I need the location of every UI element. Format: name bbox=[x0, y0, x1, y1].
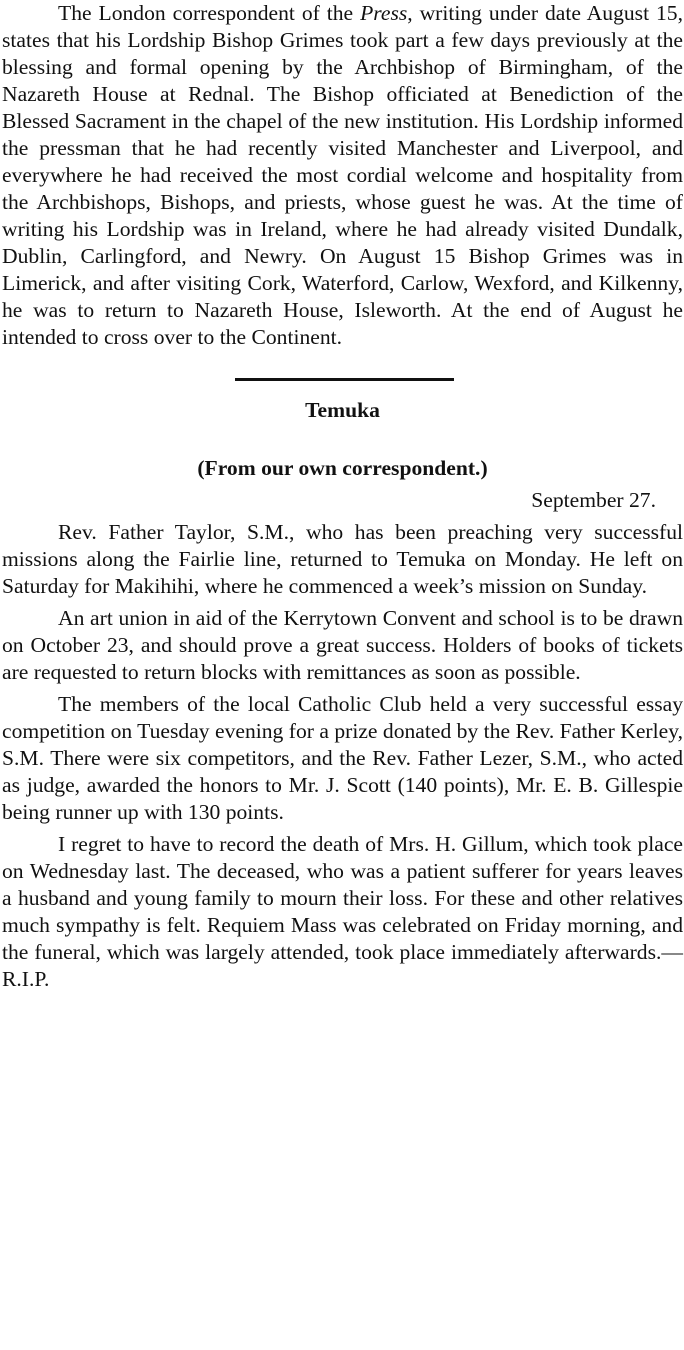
publication-name: Press bbox=[360, 1, 408, 25]
section-subheading: (From our own correspondent.) bbox=[197, 456, 488, 480]
paragraph-father-taylor: Rev. Father Taylor, S.M., who has been preaching very successful missions along the Fairlie line, returned to Temuka on Monday. He left on Saturday for Makihihi, where he commenced a week’s mission on Sunday. bbox=[2, 520, 683, 598]
newspaper-column bbox=[2, 0, 683, 993]
section-divider bbox=[2, 351, 683, 397]
paragraph-catholic-club: The members of the local Catholic Club held a very successful essay competition on Tuesday evening for a prize donated by the Rev. Father Kerley, S.M. There were six competitors, and the Rev. Father Lezer, S.M., who acted as judge, awarded the honors to Mr. J. Scott (140 points), Mr. E. B. Gillespie being runner up with 130 points. bbox=[2, 692, 683, 824]
article-paragraph-bishop-grimes bbox=[2, 0, 683, 351]
paragraph-lead: The London correspondent of the bbox=[58, 1, 361, 25]
dateline: September 27. bbox=[531, 488, 656, 512]
section-heading: Temuka bbox=[305, 398, 380, 422]
paragraph-art-union: An art union in aid of the Kerrytown Convent and school is to be drawn on October 23, and should prove a great success. Holders of books of tickets are requested to return blocks with remittances as soon as possible. bbox=[2, 606, 683, 684]
paragraph-obituary: I regret to have to record the death of Mrs. H. Gillum, which took place on Wednesday last. The deceased, who was a patient sufferer for years leaves a husband and young family to mourn their loss. For these and other relatives much sympathy is felt. Requiem Mass was celebrated on Friday morning, and the funeral, which was largely attended, took place immediately afterwards.—R.I.P. bbox=[2, 832, 683, 991]
divider-rule bbox=[235, 378, 454, 381]
paragraph-body: , writing under date August 15, states that his Lordship Bishop Grimes took part a few days previously at the blessing and formal opening by the Archbishop of Birmingham, of the Nazareth House at Rednal. The Bishop officiated at Benediction of the Blessed Sacrament in the chapel of the new institution. His Lordship informed the pressman that he had recently visited Manchester and Liverpool, and everywhere he had received the most cordial welcome and hospitality from the Archbishops, Bishops, and priests, whose guest he was. At the time of writing his Lordship was in Ireland, where he had already visited Dundalk, Dublin, Carlingford, and Newry. On August 15 Bishop Grimes was in Limerick, and after visiting Cork, Waterford, Carlow, Wexford, and Kilkenny, he was to return to Nazareth House, Isleworth. At the end of August he intended to cross over to the Continent. bbox=[2, 1, 683, 349]
